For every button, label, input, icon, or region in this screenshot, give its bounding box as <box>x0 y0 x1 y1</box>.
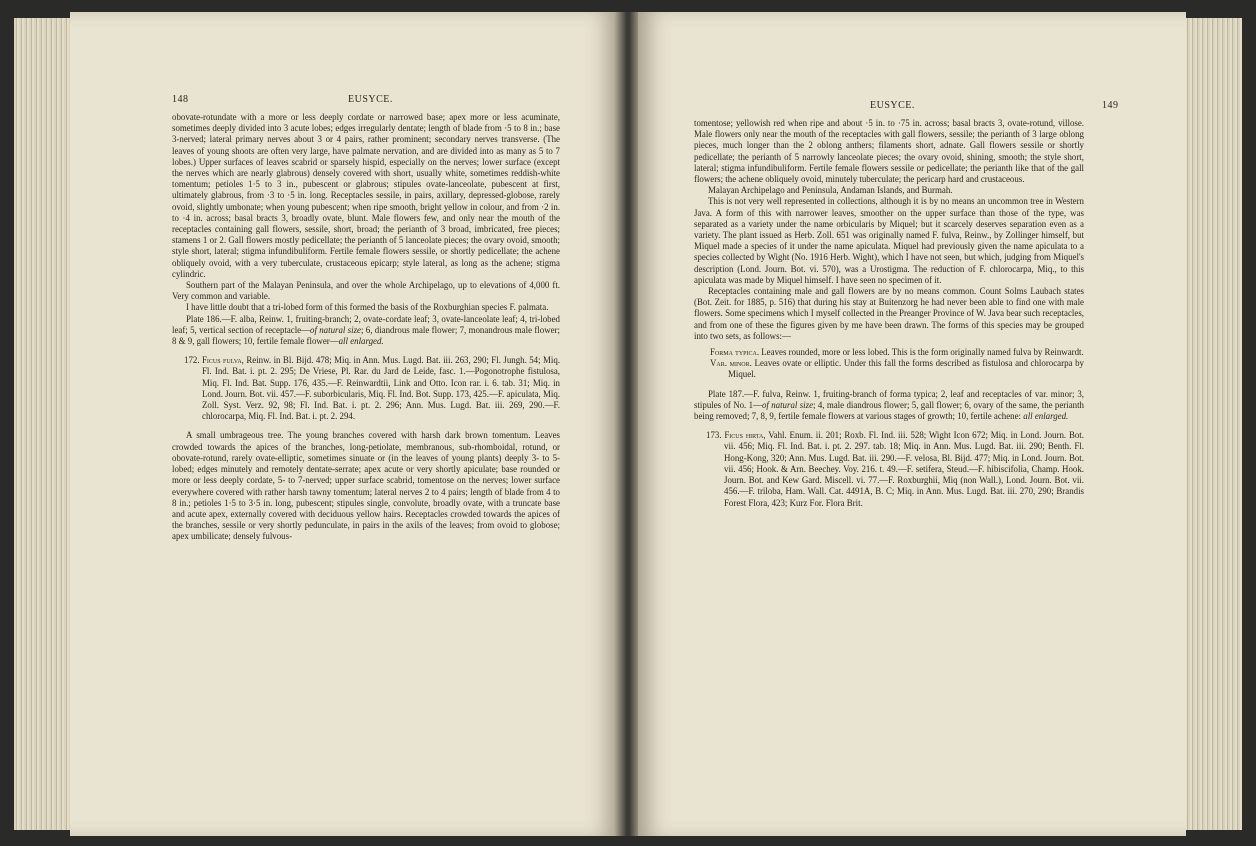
remarks-paragraph-2: Receptacles containing male and gall flowers are by no means common. Count Solms Laubach states (Bot. Zeit. for 1885, p. 516) that during his stay at Buitenzorg he had never been able to find one with male flowers. Some specimens which I myself collected in the Preanger Province of W. Java bear such receptacles, and from one of these the figures given by me have been drawn. The forms of this species may be grouped into two sets, as follows:— <box>694 286 1084 341</box>
species-citation: 172. Ficus fulva, Reinw. in Bl. Bijd. 478; Miq. in Ann. Mus. Lugd. Bat. iii. 263, 290; Fl. Jungh. 54; Miq. Fl. Ind. Bat. i. pt. 2. 295; De Vriese, Pl. Rar. du Jard de Leide, fasc. 1.—Pogonotrophe fistulosa, Miq. Fl. Ind. Bat. Supp. 176, 435.—F. Reinwardtii, Link and Otto. Icon rar. i. 6. tab. 31; Miq. in Lond. Journ. Bot. vii. 457.—F. suborbicularis, Miq. Fl. Ind. Bot. Supp. 173, 425.—F. apiculata, Miq. Zoll. Syst. Verz. 92, 98; Fl. Ind. Bat. i. pt. 2. 296; Ann. Mus. Lugd. Bat. iii. 269, 290.—F. chlorocarpa, Miq. Fl. Ind. Bat. i. pt. 2. 294. <box>184 355 560 422</box>
left-page <box>70 12 618 836</box>
distribution: Malayan Archipelago and Peninsula, Andaman Islands, and Burmah. <box>708 185 953 196</box>
left-page-text <box>172 112 560 543</box>
description-continued: tomentose; yellowish red when ripe and about ·5 in. to ·75 in. across; basal bracts 3, ovate-rotund, villose. Male flowers only near the mouth of the receptacles with gall flowers, sessile; the perianth of 3 large oblong pieces, much longer than the 2 oblong anthers; filaments short, adnate. Gall flowers sessile or shortly pedicellate; the perianth of 5 narrowly lanceolate pieces; the ovary ovoid, shining, smooth; the style short, lateral; stigma infundibuliform. Fertile female flowers sessile or pedicellate; the perianth like that of the gall flowers; the achene obliquely ovoid, minutely tuberculate; the pericarp hard and crustaceous. <box>694 118 1084 185</box>
running-title: EUSYCE. <box>870 100 915 111</box>
open-book <box>14 12 1242 836</box>
right-page-text <box>694 118 1084 509</box>
species-citation: 173. Ficus hirta, Vahl. Enum. ii. 201; Roxb. Fl. Ind. iii. 528; Wight Icon 672; Miq. in Lond. Journ. Bot. vii. 456; Miq. Fl. Ind. Bat. i. pt. 2. 297. tab. 18; Miq. in Ann. Mus. Lugd. Bat. iii. 290; Benth. Fl. Hong-Kong, 320; Ann. Mus. Lugd. Bat. iii. 290.—F. velosa, Bl. Bijd. 477; Miq. in Lond. Journ. Bot. vii. 456; Hook. & Arn. Beechey. Voy. 216. t. 49.—F. setifera, Steud.—F. hibiscifolia, Champ. Hook. Journ. Bot. and Kew Gard. Miscell. vi. 77.—F. Roxburghii, Miq (non Wall.), Lond. Journ. Bot. vii. 456.—F. triloba, Ham. Wall. Cat. 4491A, B. C; Miq. in Ann. Mus. Lugd. Bat. iii. 270, 290; Brandis Forest Flora, 423; Kurz For. Flora Brit. <box>706 430 1084 508</box>
plate-caption: Plate 187.—F. fulva, Reinw. 1, fruiting-branch of forma typica; 2, leaf and receptacles of var. minor; 3, stipules of No. 1—of natural size; 4, male diandrous flower; 5, gall flower; 6, ovary of the same, the perianth being removed; 7, 8, 9, fertile female flowers at various stages of growth; 10, fertile achene: all enlarged. <box>694 388 1084 422</box>
description-continued: obovate-rotundate with a more or less deeply cordate or narrowed base; apex more or less acuminate, sometimes deeply divided into 3 acute lobes; edges irregularly dentate; length of blade from ·5 to 8 in.; base 3-nerved; lateral primary nerves about 3 or 4 pairs, rather prominent; secondary nerves transverse. (The leaves of young shoots are often very large, have palmate nervation, and are divided into as many as 5 to 7 lobes.) Upper surfaces of leaves scabrid or sparsely hispid, especially on the nerves; lower surface (except the nerves which are nearly glabrous) densely covered with short, usually white, sometimes reddish-white tomentum; petioles 1·5 to 3 in., pubescent or glabrous; stipules ovate-lanceolate, pubescent at first, ultimately glabrous, from ·3 to ·5 in. long. Receptacles sessile, in pairs, axillary, depressed-globose, rarely ovoid, slightly umbonate; when young pubescent; when ripe smooth, bright yellow in colour, and from ·2 in. to ·4 in. across; basal bracts 3, broadly ovate, blunt. Male flowers few, and only near the mouth of the receptacles containing gall flowers, sessile, short, broad; the perianth of 3 broad, imbricated, free pieces; stamens 1 or 2. Gall flowers mostly pedicellate; the perianth of 5 lanceolate pieces; the ovary ovoid, smooth; style short, lateral; stigma infundibuliform. Fertile female flowers sessile, or shortly pedicellate; the achene obliquely ovoid, with a very tuberculate, crustaceous epicarp; style lateral, as long as the achene; stigma cylindric. <box>172 112 560 279</box>
species-description: A small umbrageous tree. The young branches covered with harsh dark brown tomentum. Leaves crowded towards the apices of the branches, long-petiolate, membranous, sub-rhomboidal, rotund, or obovate-rotund, rarely ovate-elliptic, sometimes sinuate or (in the leaves of young plants) deeply 3- to 5-lobed; edges minutely and remotely dentate-serrate; apex acute or very shortly apiculate; base rounded or more or less deeply cordate, 5- to 7-nerved; upper surface scabrid, tomentose on the nerves; lower surface everywhere covered with rather harsh tawny tomentum; lateral nerves 2 to 4 pairs; length of blade from 4 to 8 in.; petioles 1·5 to 3·5 in. long, pubescent; stipules single, convolute, broadly ovate, with a truncate base and acute apex, externally covered with deciduous yellow hairs. Receptacles crowded towards the apices of the branches, sessile or very shortly pedunculate, in pairs in the axils of the leaves; from ovoid to globose; apex umbilicate; densely fulvous- <box>172 430 560 542</box>
remark: I have little doubt that a tri-lobed form of this formed the basis of the Roxburghian species F. palmata. <box>186 302 549 313</box>
running-title: EUSYCE. <box>348 94 393 105</box>
right-page <box>638 12 1186 836</box>
remarks-paragraph-1: This is not very well represented in collections, although it is by no means an uncommon tree in Western Java. A form of this with narrower leaves, smoother on the upper surface than those of the type, was separated as a variety under the name orbicularis by Miquel; but it scarcely deserves separation even as a variety. The plant issued as Herb. Zoll. 651 was originally named F. fulva, Reinw., by Zollinger himself, but Miquel made a species of it under the name apiculata. Miquel had previously given the name apiculata to a species collected by Wight (No. 1916 Herb. Wight), which I have not seen, but which, judging from Miquel's description (Lond. Journ. Bot. vi. 570), was a Urostigma. The reduction of F. chlorocarpa, Miq., to this apiculata was made by Miquel himself. I have seen no specimen of it. <box>694 196 1084 285</box>
page-number: 148 <box>172 94 189 105</box>
var-minor: Var. minor. Leaves ovate or elliptic. Under this fall the forms described as fistulosa and chlorocarpa by Miquel. <box>710 358 1084 380</box>
plate-caption: Plate 186.—F. alba, Reinw. 1, fruiting-branch; 2, ovate-cordate leaf; 3, ovate-lanceolate leaf; 4, tri-lobed leaf; 5, vertical section of receptacle—of natural size; 6, diandrous male flower; 7, monandrous male flower; 8 & 9, gall flowers; 10, fertile female flower—all enlarged. <box>172 313 560 347</box>
distribution: Southern part of the Malayan Peninsula, and over the whole Archipelago, up to elevations of 4,000 ft. Very common and variable. <box>172 280 560 302</box>
forma-typica: Forma typica. Leaves rounded, more or less lobed. This is the form originally named fulva by Reinwardt. <box>710 347 1084 358</box>
page-edges-right <box>1180 18 1242 830</box>
page-number: 149 <box>1102 100 1119 111</box>
page-edges-left <box>14 18 76 830</box>
